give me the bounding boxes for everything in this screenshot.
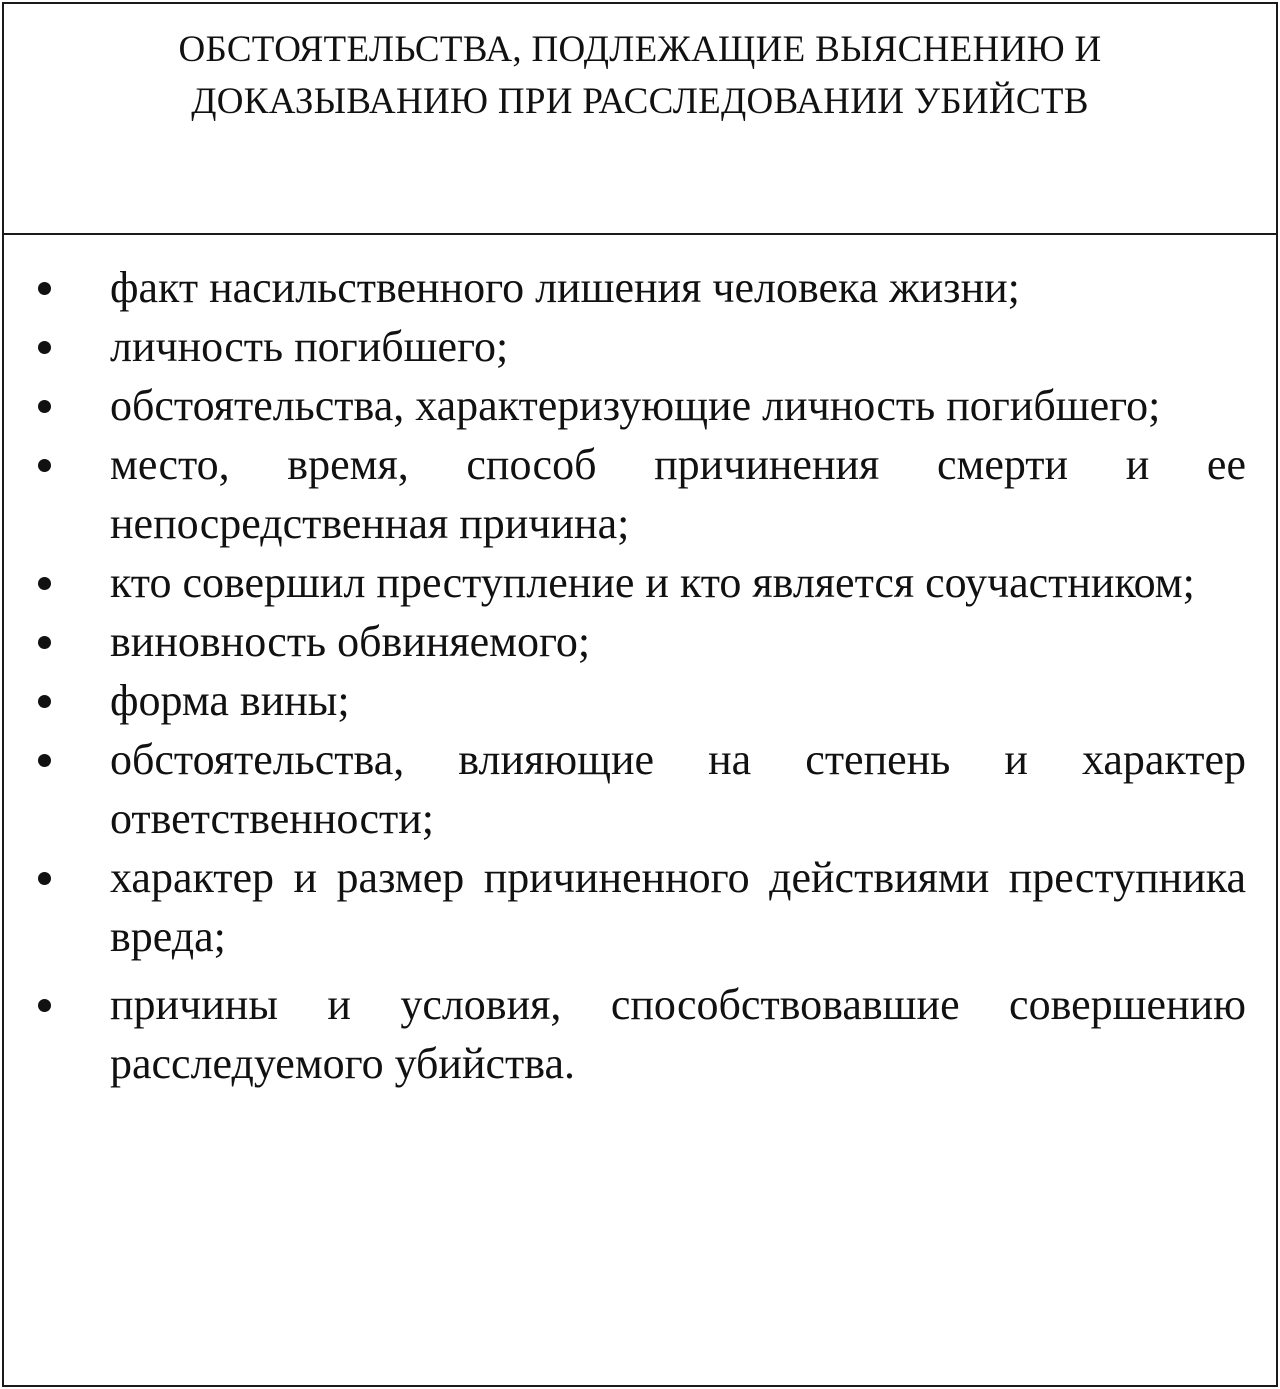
list-item [4,553,1276,612]
list-item-text: обстоятельства, влияющие на степень и характер ответственности; [110,735,1246,843]
bullet-icon [38,400,51,413]
list-item-text: характер и размер причиненного действиями преступника вреда; [110,853,1246,961]
document-frame [2,2,1278,1387]
list-item [4,612,1276,671]
list-item [4,975,1276,1093]
list-item [4,435,1276,553]
bullet-icon [38,341,51,354]
bullet-icon [38,695,51,708]
list-item [4,848,1276,966]
list-item [4,376,1276,435]
list-item [4,671,1276,730]
title-line-1: ОБСТОЯТЕЛЬСТВА, ПОДЛЕЖАЩИЕ ВЫЯСНЕНИЮ И [178,29,1102,70]
title-line-2: ДОКАЗЫВАНИЮ ПРИ РАССЛЕДОВАНИИ УБИЙСТВ [191,81,1089,122]
list-item-text: причины и условия, способствовавшие совершению расследуемого убийства. [110,980,1246,1088]
list-item [4,258,1276,317]
bullet-icon [38,754,51,767]
bullet-icon [38,636,51,649]
list-item-text: место, время, способ причинения смерти и ее непосредственная причина; [110,440,1246,548]
list-item [4,317,1276,376]
header-cell [4,4,1276,235]
list-item-text: форма вины; [110,676,350,725]
bullet-icon [38,999,51,1012]
list-item-text: факт насильственного лишения человека жизни; [110,263,1020,312]
circumstances-list [4,258,1276,1093]
list-item [4,730,1276,848]
list-item-text: виновность обвиняемого; [110,617,591,666]
document-title [64,24,1216,128]
bullet-icon [38,459,51,472]
list-item-text: кто совершил преступление и кто является соучастником; [110,558,1195,607]
list-item-text: обстоятельства, характеризующие личность погибшего; [110,381,1161,430]
list-item-text: личность погибшего; [110,322,509,371]
bullet-icon [38,577,51,590]
bullet-icon [38,872,51,885]
bullet-icon [38,282,51,295]
